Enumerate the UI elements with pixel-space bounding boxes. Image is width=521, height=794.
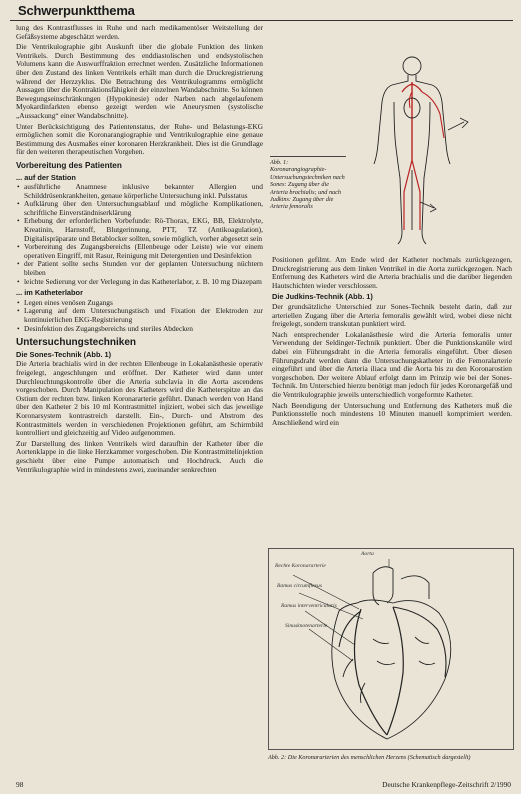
left-column (16, 24, 263, 476)
subheading-sones: Die Sones-Technik (Abb. 1) (16, 349, 112, 359)
figure-frame (268, 548, 514, 750)
paragraph: Die Arteria brachialis wird in der rechten Ellenbeuge in Lokalanästhesie operativ freigelegt, angeschlungen und eröffnet. Der Katheter wird dann unter Durchleuchtungskontrolle über die Arteria subclavia in die Aorta ascendens vorgeschoben. Durch Manipulation des Katheters wird die Katheterspitze an das Ostium der rechten bzw. linken Koronararterie geführt. Danach werden von Hand über den Katheter 2 bis 10 ml Kontrastmittel injiziert, wobei sich das jeweilige Koronarsystem kontrastreich darstellt. Ein-, Durch- und Abstrom des Kontrastmittels werden in verschiedenen Projektionen geführt, am Schirmbild kontrolliert und gleichzeitig auf Video aufgenommen. (16, 359, 263, 438)
label-sinus-node: Sinusknotenarterie (285, 623, 328, 629)
paragraph: Die Ventrikulographie gibt Auskunft über die globale Funktion des linken Ventrikels. Durch Bestimmung des enddiastolischen und endsystolischen Volumens kann die Auswurffraktion errechnet werden. Zusätzliche Informationen über den Zustand des linken Ventrikels erhält man durch die Druckregistrierung während der Herzzyklus. Die Betrachtung des Ventrikulogramms ermöglicht Aussagen über die Kontraktionsfähigkeit der einzelnen Wandabschnitte. So können Bewegungseinschränkungen (Hypokinesie) oder Narben nach abgelaufenem Myokardinfarkten ebenso gezeigt werden wie Aneurysmen (systolische „Aussackung“ einer Wandabschnitte). (16, 42, 263, 120)
label-interventricular: Ramus interventricularis (281, 603, 337, 609)
paragraph: Der grundsätzliche Unterschied zur Sones-Technik besteht darin, daß zur arteriellen Zugang über die Arteria femoralis gewählt wird, wobei diese nicht freigelegt, sondern transkutan punktiert wird. (272, 301, 512, 329)
figure-caption: Abb. 2: Die Koronararterien des menschlichen Herzens (Schematisch dargestellt) (268, 754, 471, 761)
list-item: • Legen eines venösen Zugangs (24, 299, 263, 308)
label-circumflex: Ramus circumflexus (277, 583, 322, 589)
subheading-station: ... auf der Station (16, 172, 76, 182)
label-aorta: Aorta (361, 551, 374, 557)
figure-catheter-access (270, 52, 514, 248)
paragraph: Unter Berücksichtigung des Patientenstatus, der Ruhe- und Belastungs-EKG ermöglichen somit die Koronarangiographie und Ventrikulographie eine genaue Bestimmung des Ausmaßes einer koronaren Herzkrankheit. Dies ist die Grundlage für den weiteren therapeutischen Vorgehen. (16, 121, 263, 157)
page-header (0, 0, 521, 22)
paragraph: lung des Kontrastflusses in Ruhe und nach medikamentöser Weitstellung der Gefäßsysteme abgeschätzt werden. (16, 23, 263, 41)
list-item: • Lagerung auf dem Untersuchungstisch und Fixation der Elektroden zur kontinuierlichen EKG-Registrierung (24, 307, 263, 324)
right-column (272, 256, 512, 429)
label-rca: Rechte Koronararterie (275, 563, 326, 569)
list-item: • Desinfektion des Zugangsbereichs und steriles Abdecken (24, 325, 263, 334)
heading-preparation: Vorbereitung des Patienten (16, 160, 122, 170)
header-rule (10, 20, 513, 21)
list-item: • ausführliche Anamnese inklusive bekannter Allergien und Schilddrüsenkrankheiten, genaue körperliche Untersuchung inkl. Pulsstatus (24, 183, 263, 200)
paragraph: Zur Darstellung des linken Ventrikels wird daraufhin der Katheter über die Aortenklappe in die linke Herzkammer vorgeschoben. Die Kontrastmittelinjektion geschieht über eine Pumpe automatisch und Hochdruck. Auch die Ventrikulographie wird in mindestens zwei, zueinander senkrechten (16, 438, 263, 474)
subheading-judkins: Die Judkins-Technik (Abb. 1) (272, 292, 373, 302)
subheading-lab: ... im Katheterlabor (16, 288, 83, 298)
heart-illustration (269, 549, 513, 749)
figure-caption: Abb. 1: Koronarangiographie-Untersuchungstechniken nach Sones: Zugang über die Arteria brachialis; und nach Judkins: Zugang über die Arteria femoralis (270, 156, 346, 211)
list-item: • Aufklärung über den Untersuchungsablauf und mögliche Komplikationen, schriftliche Einverständniserklärung (24, 200, 263, 217)
figure-coronary-arteries (268, 548, 514, 780)
page-footer (0, 778, 521, 794)
station-list (16, 183, 263, 286)
paragraph: Positionen gefilmt. Am Ende wird der Katheter nochmals zurückgezogen, Druckregistrierung aus dem linken Ventrikel in die Aorta zurückgezogen. Nach Entfernung des Katheters wird die Arteria brachialis und die darüber liegenden Hautschichten wieder verschlossen. (272, 255, 512, 290)
list-item: • der Patient sollte sechs Stunden vor der geplanten Untersuchung nüchtern bleiben (24, 260, 263, 277)
section-title: Schwerpunktthema (18, 3, 135, 18)
heading-techniques: Untersuchungstechniken (16, 337, 137, 349)
page-number: 98 (16, 780, 24, 789)
lab-list (16, 299, 263, 333)
paragraph: Nach Beendigung der Untersuchung und Entfernung des Katheters muß die Punktionsstelle noch mindestens 10 Minuten manuell komprimiert werden. Anschließend wird ein (272, 400, 512, 427)
paragraph: Nach entsprechender Lokalanästhesie wird die Arteria femoralis unter Verwendung der Seldinger-Technik punktiert. Über die Punktionskanüle wird dabei ein Führungsdraht in die Arteria femoralis eingeführt. Über diesen Führungsdraht werden dann die Untersuchungskatheter in die Femoralarterie eingeführt und über die Arteria iliaca und die Aorta bis zu den Koronarostien vorgeschoben. Der weitere Ablauf erfolgt dann im Prinzip wie bei der Sones-Technik. Im Unterschied hierzu benötigt man jedoch für jedes Koronargefäß und die Ventrikulographie jeweils unterschiedlich vorgeformte Katheter. (272, 329, 512, 399)
list-item: • Vorbereitung des Zugangsbereichs (Ellenbeuge oder Leiste) wie vor einem operativen Eingriff, mit Rasur, Reinigung mit Detergentien und Desinfektion (24, 243, 263, 260)
list-item: • leichte Sedierung vor der Verlegung in das Katheterlabor, z. B. 10 mg Diazepam (24, 278, 263, 287)
list-item: • Erhebung der erforderlichen Vorbefunde: Rö-Thorax, EKG, BB, Elektrolyte, Kreatinin, Harnstoff, Blutgerinnung, PTT, TZ (Antikoagulation), Digitalispräparate und Betablocker sollten, sowie möglich, vorher abgesetzt sein (24, 217, 263, 243)
body-outline-illustration (352, 52, 512, 248)
journal-name: Deutsche Krankenpflege-Zeitschrift 2/1990 (382, 780, 511, 789)
